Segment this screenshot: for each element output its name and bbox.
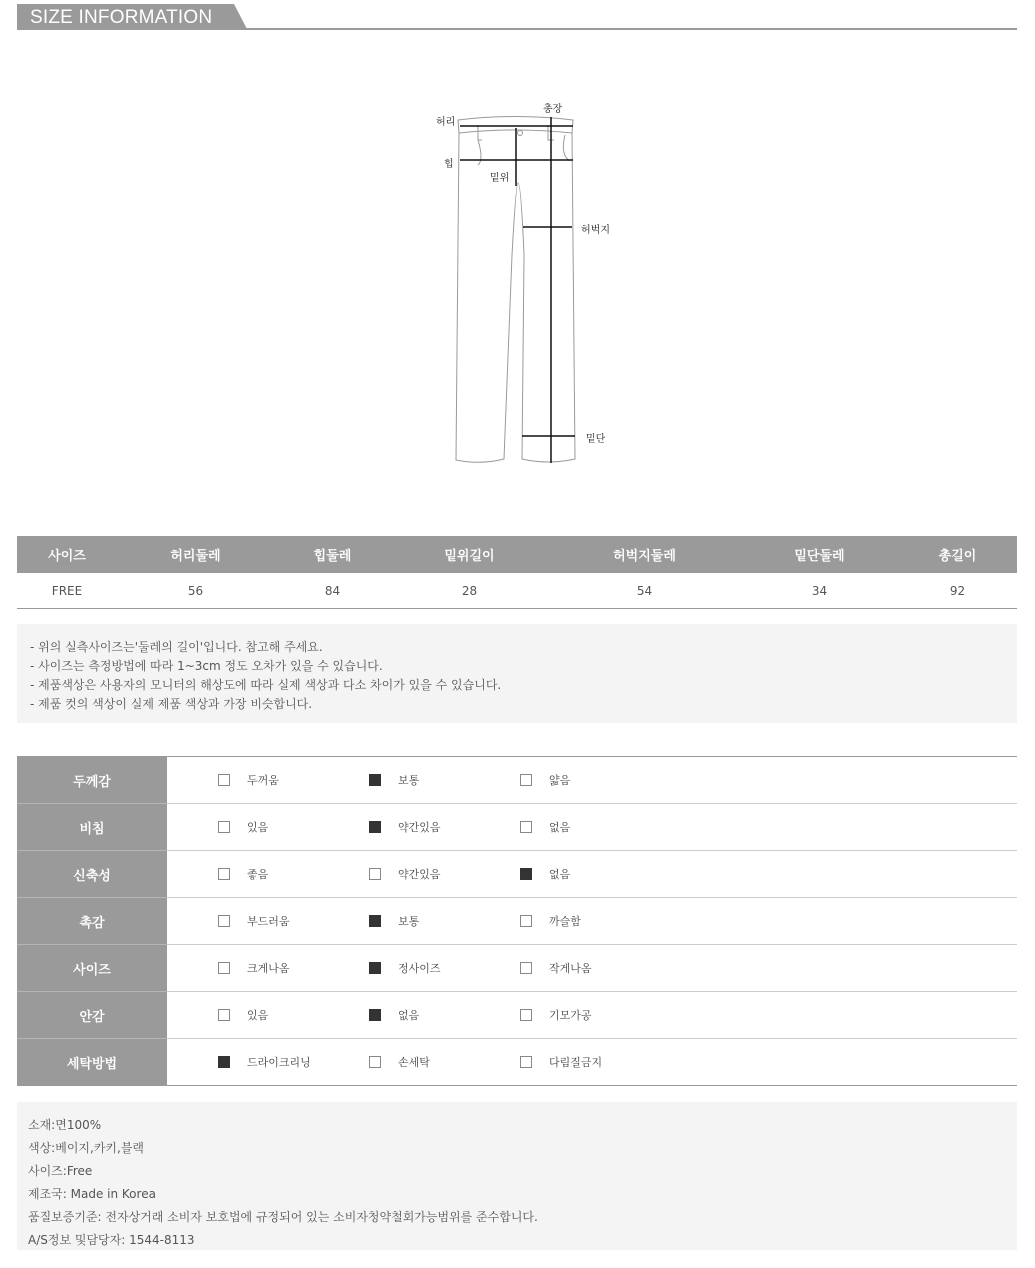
option-label: 좋음	[247, 868, 269, 881]
option-label: 정사이즈	[398, 962, 441, 975]
option-label: 까슬함	[549, 915, 581, 928]
unchecked-checkbox[interactable]	[520, 774, 532, 786]
attribute-option[interactable]	[218, 1007, 268, 1023]
unchecked-checkbox[interactable]	[218, 821, 230, 833]
unchecked-checkbox[interactable]	[520, 915, 532, 927]
unchecked-checkbox[interactable]	[218, 1009, 230, 1021]
table-row	[17, 573, 1017, 609]
unchecked-checkbox[interactable]	[520, 1056, 532, 1068]
option-label: 작게나옴	[549, 962, 592, 975]
table-cell: 84	[274, 573, 391, 609]
option-label: 없음	[549, 868, 571, 881]
attribute-option[interactable]	[218, 913, 290, 929]
unchecked-checkbox[interactable]	[218, 915, 230, 927]
option-label: 보통	[398, 915, 420, 928]
option-label: 없음	[398, 1009, 420, 1022]
attribute-row	[17, 757, 1017, 804]
pants-illustration	[420, 95, 620, 475]
unchecked-checkbox[interactable]	[520, 821, 532, 833]
option-label: 있음	[247, 1009, 269, 1022]
note-line: - 제품 컷의 색상이 실제 제품 색상과 가장 비슷합니다.	[30, 697, 313, 711]
attribute-option[interactable]	[520, 819, 570, 835]
hem-label: 밑단	[586, 434, 606, 445]
attribute-row	[17, 945, 1017, 992]
size-table-header: 총길이	[898, 536, 1017, 573]
attribute-name: 비침	[17, 804, 167, 851]
attribute-row	[17, 1039, 1017, 1086]
attribute-option[interactable]	[520, 866, 570, 882]
fabric-attribute-table	[17, 756, 1017, 1086]
info-line: 소재:면100%	[28, 1118, 102, 1132]
attribute-option[interactable]	[218, 772, 279, 788]
attribute-row	[17, 851, 1017, 898]
attribute-options	[167, 945, 1017, 992]
attribute-option[interactable]	[369, 913, 419, 929]
attribute-row	[17, 898, 1017, 945]
total-length-label: 총장	[543, 104, 563, 115]
attribute-option[interactable]	[520, 1054, 602, 1070]
info-line: 사이즈:Free	[28, 1164, 93, 1178]
unchecked-checkbox[interactable]	[218, 868, 230, 880]
rise-label: 밑위	[490, 173, 510, 184]
option-label: 기모가공	[549, 1009, 592, 1022]
unchecked-checkbox[interactable]	[218, 774, 230, 786]
option-label: 약간있음	[398, 868, 441, 881]
attribute-option[interactable]	[369, 866, 441, 882]
checked-checkbox[interactable]	[218, 1056, 230, 1068]
attribute-name: 촉감	[17, 898, 167, 945]
table-cell: 34	[741, 573, 898, 609]
product-info	[17, 1102, 1017, 1250]
option-label: 없음	[549, 821, 571, 834]
checked-checkbox[interactable]	[369, 774, 381, 786]
attribute-option[interactable]	[369, 960, 441, 976]
option-label: 드라이크리닝	[247, 1056, 311, 1069]
size-notes	[17, 624, 1017, 723]
table-cell: 92	[898, 573, 1017, 609]
checked-checkbox[interactable]	[369, 1009, 381, 1021]
info-line: 품질보증기준: 전자상거래 소비자 보호법에 규정되어 있는 소비자청약철회가능범위를 준수합니다.	[28, 1210, 538, 1224]
attribute-options	[167, 757, 1017, 804]
section-title: SIZE INFORMATION	[17, 4, 234, 29]
hip-label: 힙	[444, 159, 454, 170]
attribute-option[interactable]	[520, 1007, 592, 1023]
note-line: - 제품색상은 사용자의 모니터의 해상도에 따라 실제 색상과 다소 차이가 있을 수 있습니다.	[30, 678, 502, 692]
checked-checkbox[interactable]	[369, 962, 381, 974]
info-line: 색상:베이지,카키,블랙	[28, 1141, 145, 1155]
waist-label: 허리	[436, 117, 456, 128]
size-table-header: 밑위길이	[391, 536, 548, 573]
size-table-header: 밑단둘레	[741, 536, 898, 573]
attribute-option[interactable]	[218, 1054, 311, 1070]
option-label: 다림질금지	[549, 1056, 603, 1069]
attribute-name: 안감	[17, 992, 167, 1039]
unchecked-checkbox[interactable]	[218, 962, 230, 974]
table-cell: 28	[391, 573, 548, 609]
unchecked-checkbox[interactable]	[369, 868, 381, 880]
size-table-header: 허리둘레	[117, 536, 274, 573]
size-table-header-row	[17, 536, 1017, 573]
attribute-option[interactable]	[369, 1054, 430, 1070]
table-cell: 54	[548, 573, 741, 609]
section-header	[17, 4, 1017, 30]
info-line: 제조국: Made in Korea	[28, 1187, 156, 1201]
attribute-options	[167, 992, 1017, 1039]
table-cell: 56	[117, 573, 274, 609]
attribute-name: 신축성	[17, 851, 167, 898]
info-line: A/S정보 및담당자: 1544-8113	[28, 1233, 195, 1247]
option-label: 크게나옴	[247, 962, 290, 975]
attribute-options	[167, 898, 1017, 945]
option-label: 있음	[247, 821, 269, 834]
attribute-name: 세탁방법	[17, 1039, 167, 1086]
note-line: - 사이즈는 측정방법에 따라 1~3cm 정도 오차가 있을 수 있습니다.	[30, 659, 383, 673]
unchecked-checkbox[interactable]	[520, 962, 532, 974]
checked-checkbox[interactable]	[520, 868, 532, 880]
option-label: 약간있음	[398, 821, 441, 834]
attribute-option[interactable]	[369, 772, 419, 788]
attribute-name: 사이즈	[17, 945, 167, 992]
thigh-label: 허벅지	[581, 225, 610, 236]
size-table-header: 힙둘레	[274, 536, 391, 573]
attribute-option[interactable]	[369, 819, 441, 835]
header-divider	[17, 28, 1017, 30]
unchecked-checkbox[interactable]	[369, 1056, 381, 1068]
option-label: 보통	[398, 774, 420, 787]
attribute-name: 두께감	[17, 757, 167, 804]
checked-checkbox[interactable]	[369, 915, 381, 927]
pants-size-diagram	[420, 95, 620, 475]
attribute-options	[167, 804, 1017, 851]
size-table-header: 사이즈	[17, 536, 117, 573]
attribute-option[interactable]	[520, 772, 570, 788]
option-label: 두꺼움	[247, 774, 279, 787]
attribute-options	[167, 1039, 1017, 1086]
attribute-option[interactable]	[218, 819, 268, 835]
option-label: 부드러움	[247, 915, 290, 928]
option-label: 얇음	[549, 774, 571, 787]
attribute-row	[17, 804, 1017, 851]
attribute-row	[17, 992, 1017, 1039]
note-line: - 위의 실측사이즈는'둘레의 길이'입니다. 참고해 주세요.	[30, 640, 323, 654]
unchecked-checkbox[interactable]	[520, 1009, 532, 1021]
checked-checkbox[interactable]	[369, 821, 381, 833]
attribute-option[interactable]	[520, 913, 581, 929]
option-label: 손세탁	[398, 1056, 430, 1069]
table-cell: FREE	[17, 573, 117, 609]
attribute-option[interactable]	[218, 960, 290, 976]
size-table	[17, 536, 1017, 609]
attribute-options	[167, 851, 1017, 898]
attribute-option[interactable]	[218, 866, 268, 882]
attribute-option[interactable]	[520, 960, 592, 976]
attribute-option[interactable]	[369, 1007, 419, 1023]
size-table-header: 허벅지둘레	[548, 536, 741, 573]
